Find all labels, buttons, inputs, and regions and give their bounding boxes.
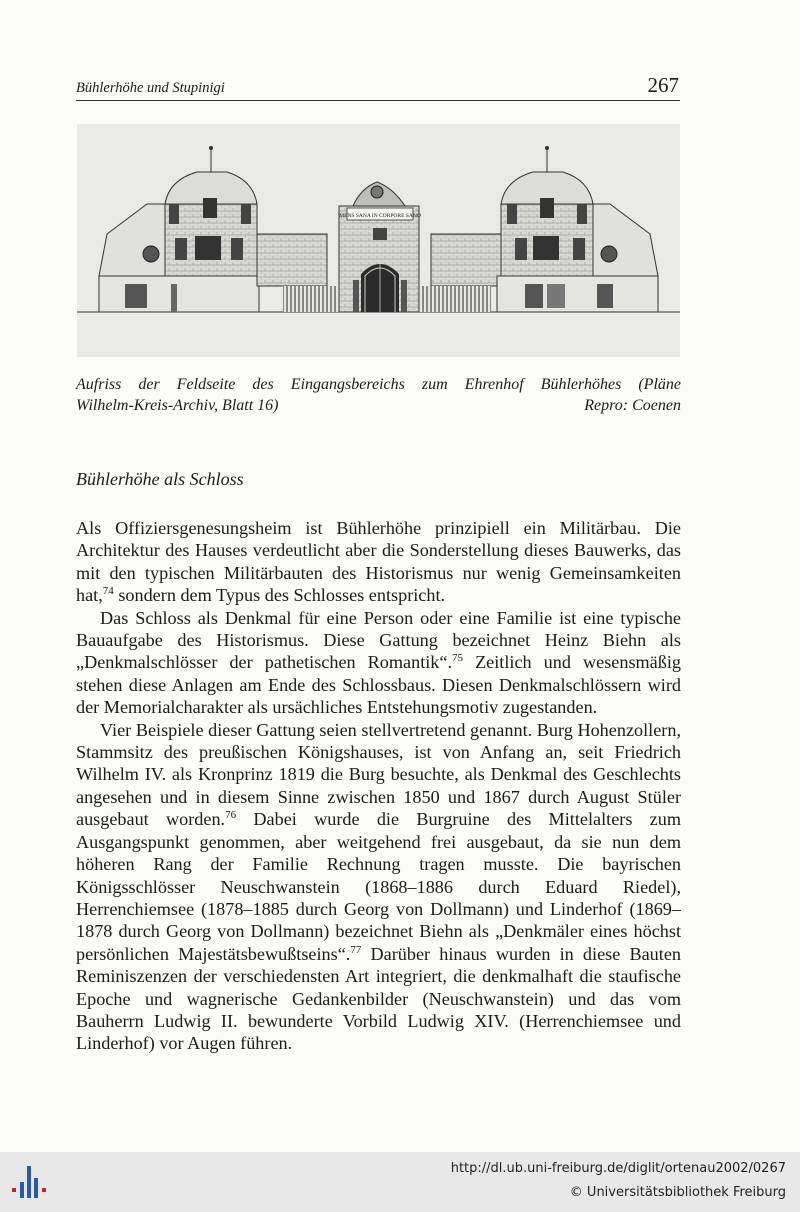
paragraph-1: Als Offiziersgenesungsheim ist Bühlerhöhe prinzipiell ein Militärbau. Die Architektur des Hauses verdeutlicht aber die Sonderstellung dieses Bauwerks, das mit den typischen Militärbauten des Historismus nur wenig Gemeinsamkeiten hat,$^{74}$ sondern dem Typus des Schlosses entspricht. (76, 518, 681, 606)
body-text (76, 517, 681, 1055)
paragraph-2: Das Schloss als Denkmal für eine Person oder eine Familie ist eine typische Bauaufgabe des Historismus. Diese Gattung bezeichnet Heinz Biehn als „Denkmalschlösser der pathetischen Romantik“.$^{75}$ Zeitlich und wesensmäßig stehen diese Anlagen am Ende des Schlossbaus. Diesen Denkmalschlössern wird der Memorialcharakter als ursächliches Entstehungsmotiv zugestanden. (76, 607, 681, 718)
footer-url-link[interactable]: http://dl.ub.uni-freiburg.de/diglit/ortenau2002/0267 (450, 1161, 786, 1176)
footnote-ref[interactable]: 75 (452, 652, 464, 665)
library-logo-icon (8, 1160, 52, 1204)
caption-source: Wilhelm-Kreis-Archiv, Blatt 16) (76, 397, 279, 414)
footnote-ref[interactable]: 77 (350, 943, 362, 956)
caption-credit: Repro: Coenen (584, 397, 681, 414)
elevation-drawing-svg (77, 124, 680, 357)
figure-caption-line2 (76, 395, 681, 416)
paragraph-3: Vier Beispiele dieser Gattung seien stellvertretend genannt. Burg Hohenzollern, Stammsitz des preußischen Königshauses, ist von Anfang an, seit Friedrich Wilhelm IV. als Kronprinz 1819 die Burg besuchte, als Denkmal des Geschlechts angesehen und in diesem Sinne zwischen 1850 und 1867 durch August Stüler ausgebaut worden.$^{76}$ Dabei wurde die Burgruine des Mittelalters zum Ausgangspunkt genommen, aber weitgehend frei ausgebaut, da sie nun dem höheren Rang der Familie Rechnung tragen musste. Die bayrischen Königsschlösser Neuschwanstein (1868–1886 durch Eduard Riedel), Herrenchiemsee (1878–1885 durch Georg von Dollmann) und Linderhof (1869–1878 durch Georg von Dollmann) bezeichnet Biehn als „Denkmäler eines höchst persönlichen Majestätsbewußtseins“.$^{77}$ Darüber hinaus wurden in diese Bauten Reminiszenzen der verschiedensten Art integriert, die denkmalhaft die staufische Epoche und wagnerische Gedankenbilder (Neuschwanstein) und das vom Bauherrn Ludwig II. bewunderte Vorbild Ludwig XIV. (Herrenchiemsee und Linderhof) vor Augen führen. (76, 719, 681, 1054)
running-title: Bühlerhöhe und Stupinigi (76, 80, 225, 96)
architectural-drawing (77, 124, 680, 357)
header-rule (76, 100, 680, 101)
central-gate (257, 182, 501, 312)
footnote-ref[interactable]: 76 (225, 809, 237, 822)
gate-inscription: MENS SANA IN CORPORE SANO (339, 213, 421, 219)
page-number: 267 (647, 73, 679, 97)
left-pavilion (99, 146, 259, 312)
section-heading: Bühlerhöhe als Schloss (76, 469, 244, 489)
footnote-ref[interactable]: 74 (102, 585, 114, 598)
right-pavilion (497, 146, 658, 312)
footer-bar (0, 1152, 800, 1212)
figure-caption-line1: Aufriss der Feldseite des Eingangsbereichs zum Ehrenhof Bühlerhöhes (Pläne (76, 376, 681, 393)
footer-copyright: © Universitätsbibliothek Freiburg (569, 1185, 786, 1200)
